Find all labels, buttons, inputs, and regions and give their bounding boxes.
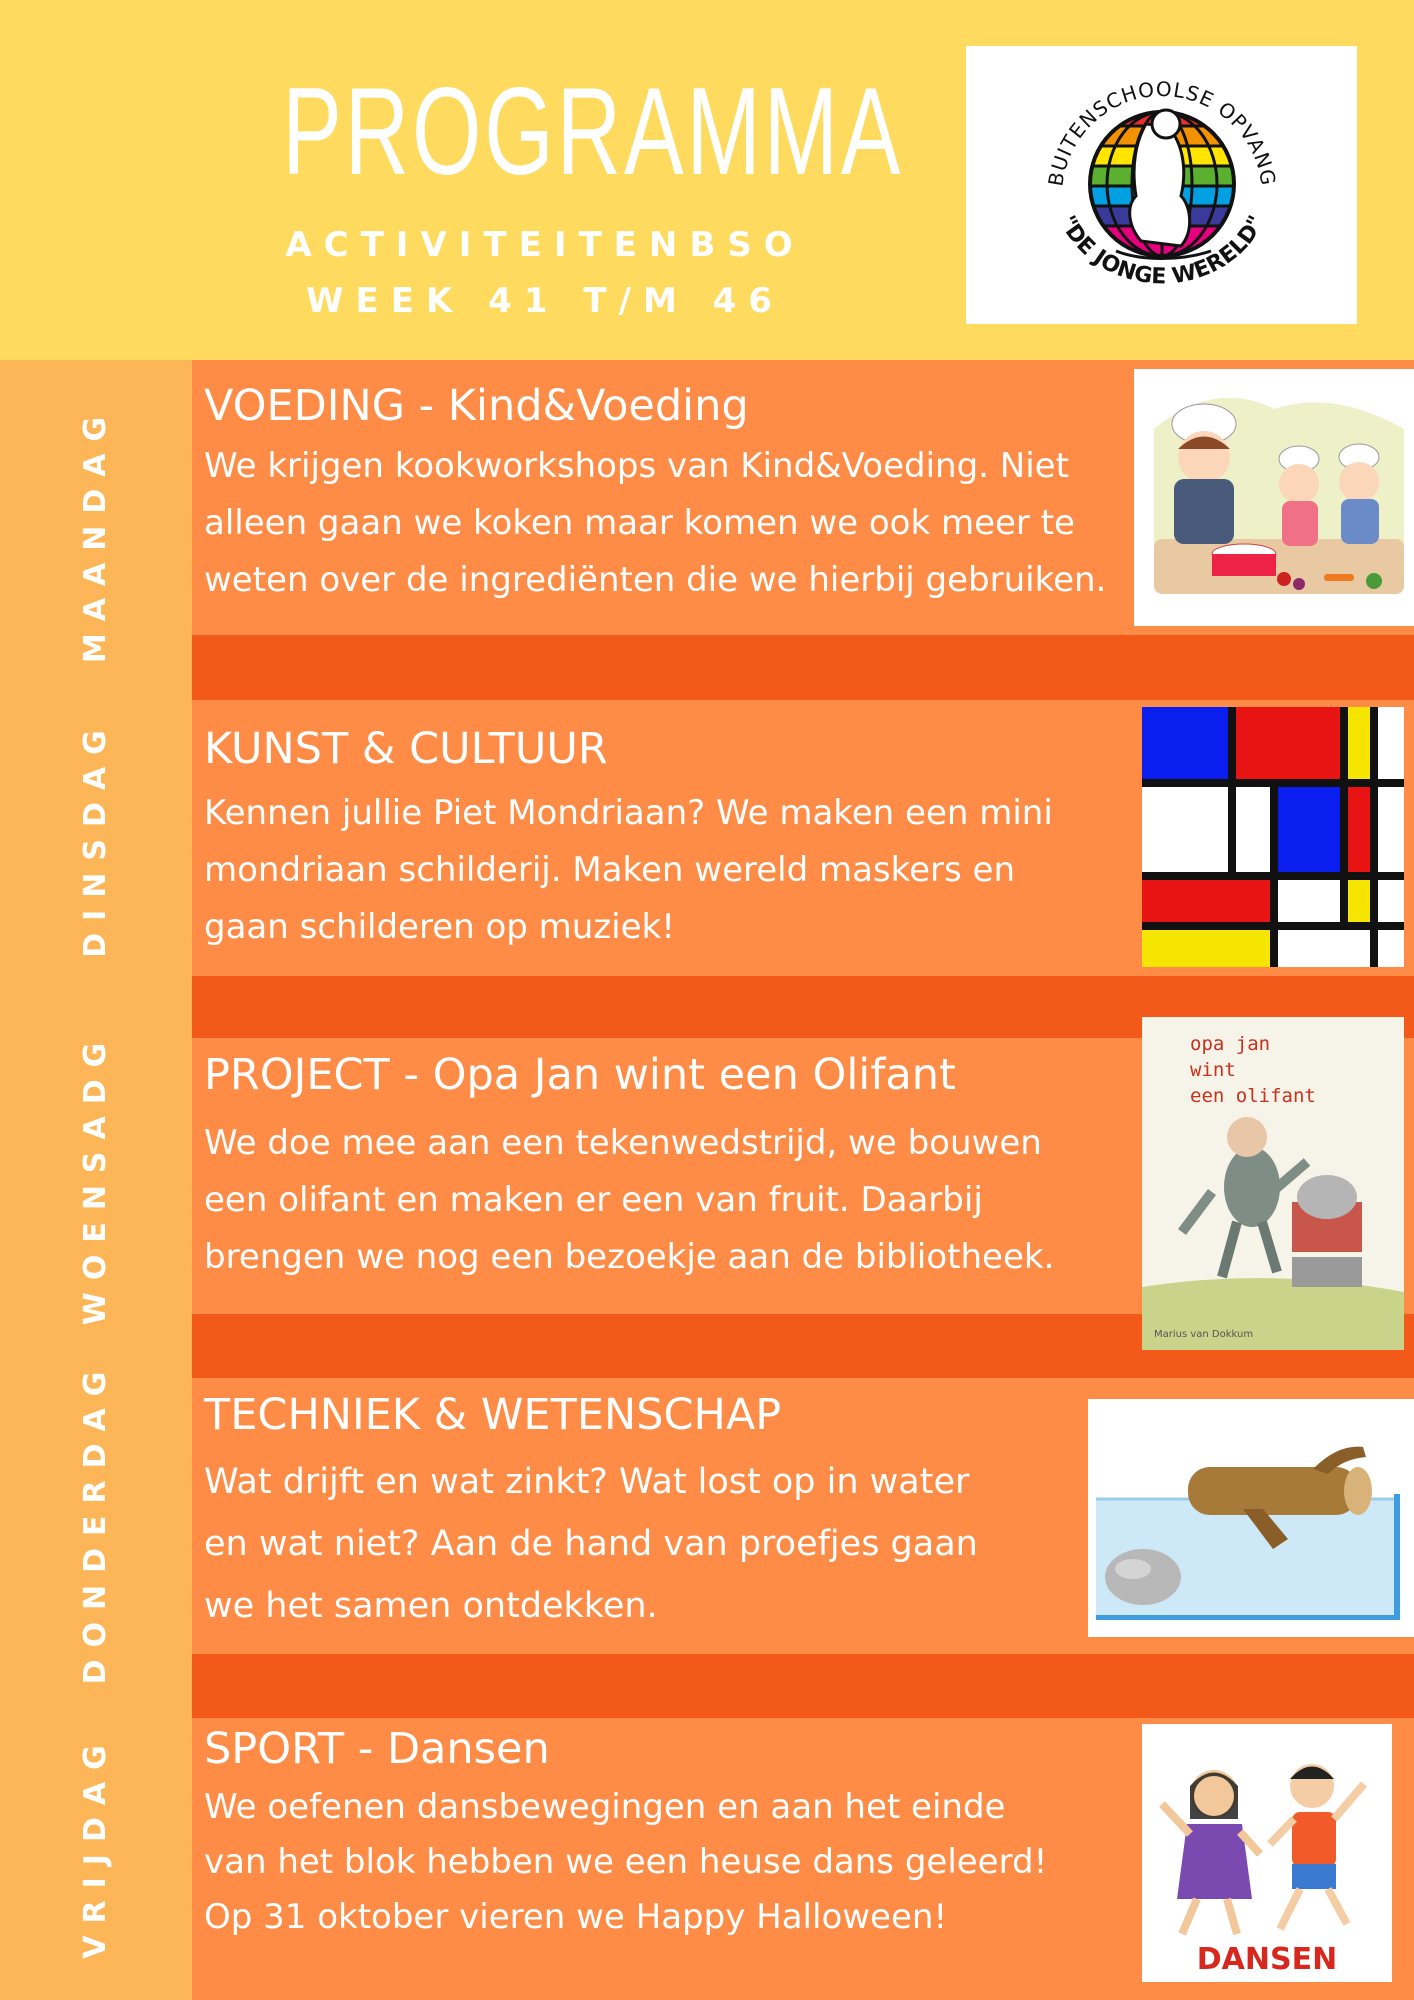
activity-description [204,1451,978,1637]
logo-text-top: BUITENSCHOOLSE OPVANG [1043,76,1281,188]
logo-text-bottom: "DE JONGE WERELD" [1054,211,1270,290]
dansen-caption: DANSEN [1196,1942,1338,1977]
day-label-tuesday: DINSDAG [78,718,113,958]
activity-description [204,785,1053,956]
description-line: een olifant en maken er een van fruit. Daarbij [204,1180,983,1220]
subtitle-weeks: WEEK 41 T/M 46 [306,281,784,321]
description-line: Wat drijft en wat zinkt? Wat lost op in water [204,1462,970,1502]
description-line: alleen gaan we koken maar komen we ook meer te [204,503,1075,543]
header [0,0,1414,360]
description-line: gaan schilderen op muziek! [204,907,675,947]
mondrian-image [1142,707,1404,967]
description-line: We doe mee aan een tekenwedstrijd, we bouwen [204,1123,1042,1163]
day-label-friday: VRIJDAG [78,1733,113,1959]
bso-logo [966,46,1357,324]
activity-title: VOEDING - Kind&Voeding [204,381,749,431]
description-line: Op 31 oktober vieren we Happy Halloween! [204,1897,948,1937]
page-title: PROGRAMMA [282,63,904,201]
description-line: We krijgen kookworkshops van Kind&Voeding. Niet [204,446,1069,486]
description-line: mondriaan schilderij. Maken wereld maskers en [204,850,1016,890]
activity-title: TECHNIEK & WETENSCHAP [204,1390,782,1440]
description-line: brengen we nog een bezoekje aan de bibliotheek. [204,1237,1055,1277]
book-title-line: een olifant [1190,1085,1316,1107]
book-title-line: opa jan [1190,1033,1271,1055]
activity-title: PROJECT - Opa Jan wint een Olifant [204,1050,956,1100]
day-label-wednesday: WOENSADG [78,1030,113,1326]
activity-description [204,438,1106,609]
book-title-line: wint [1190,1059,1236,1081]
subtitle-activities: ACTIVITEITENBSO [285,225,805,265]
activity-title: SPORT - Dansen [204,1724,550,1774]
description-line: en wat niet? Aan de hand van proefjes gaan [204,1524,978,1564]
description-line: We oefenen dansbewegingen en aan het einde [204,1787,1006,1827]
description-line: we het samen ontdekken. [204,1586,658,1626]
float-sink-illustration [1088,1399,1414,1637]
day-label-monday: MAANDAG [78,404,113,664]
description-line: weten over de ingrediënten die we hierbij gebruiken. [204,560,1107,600]
description-line: van het blok hebben we een heuse dans geleerd! [204,1842,1048,1882]
activity-description [204,1780,1047,1945]
cooking-illustration [1134,369,1414,626]
activity-title: KUNST & CULTUUR [204,724,608,774]
day-label-thursday: DONDERDAG [78,1359,113,1685]
book-author: Marius van Dokkum [1154,1329,1254,1340]
dancing-children-illustration [1142,1724,1392,1982]
description-line: Kennen jullie Piet Mondriaan? We maken een mini [204,793,1053,833]
activity-description [204,1115,1054,1286]
book-cover-image [1142,1017,1404,1350]
